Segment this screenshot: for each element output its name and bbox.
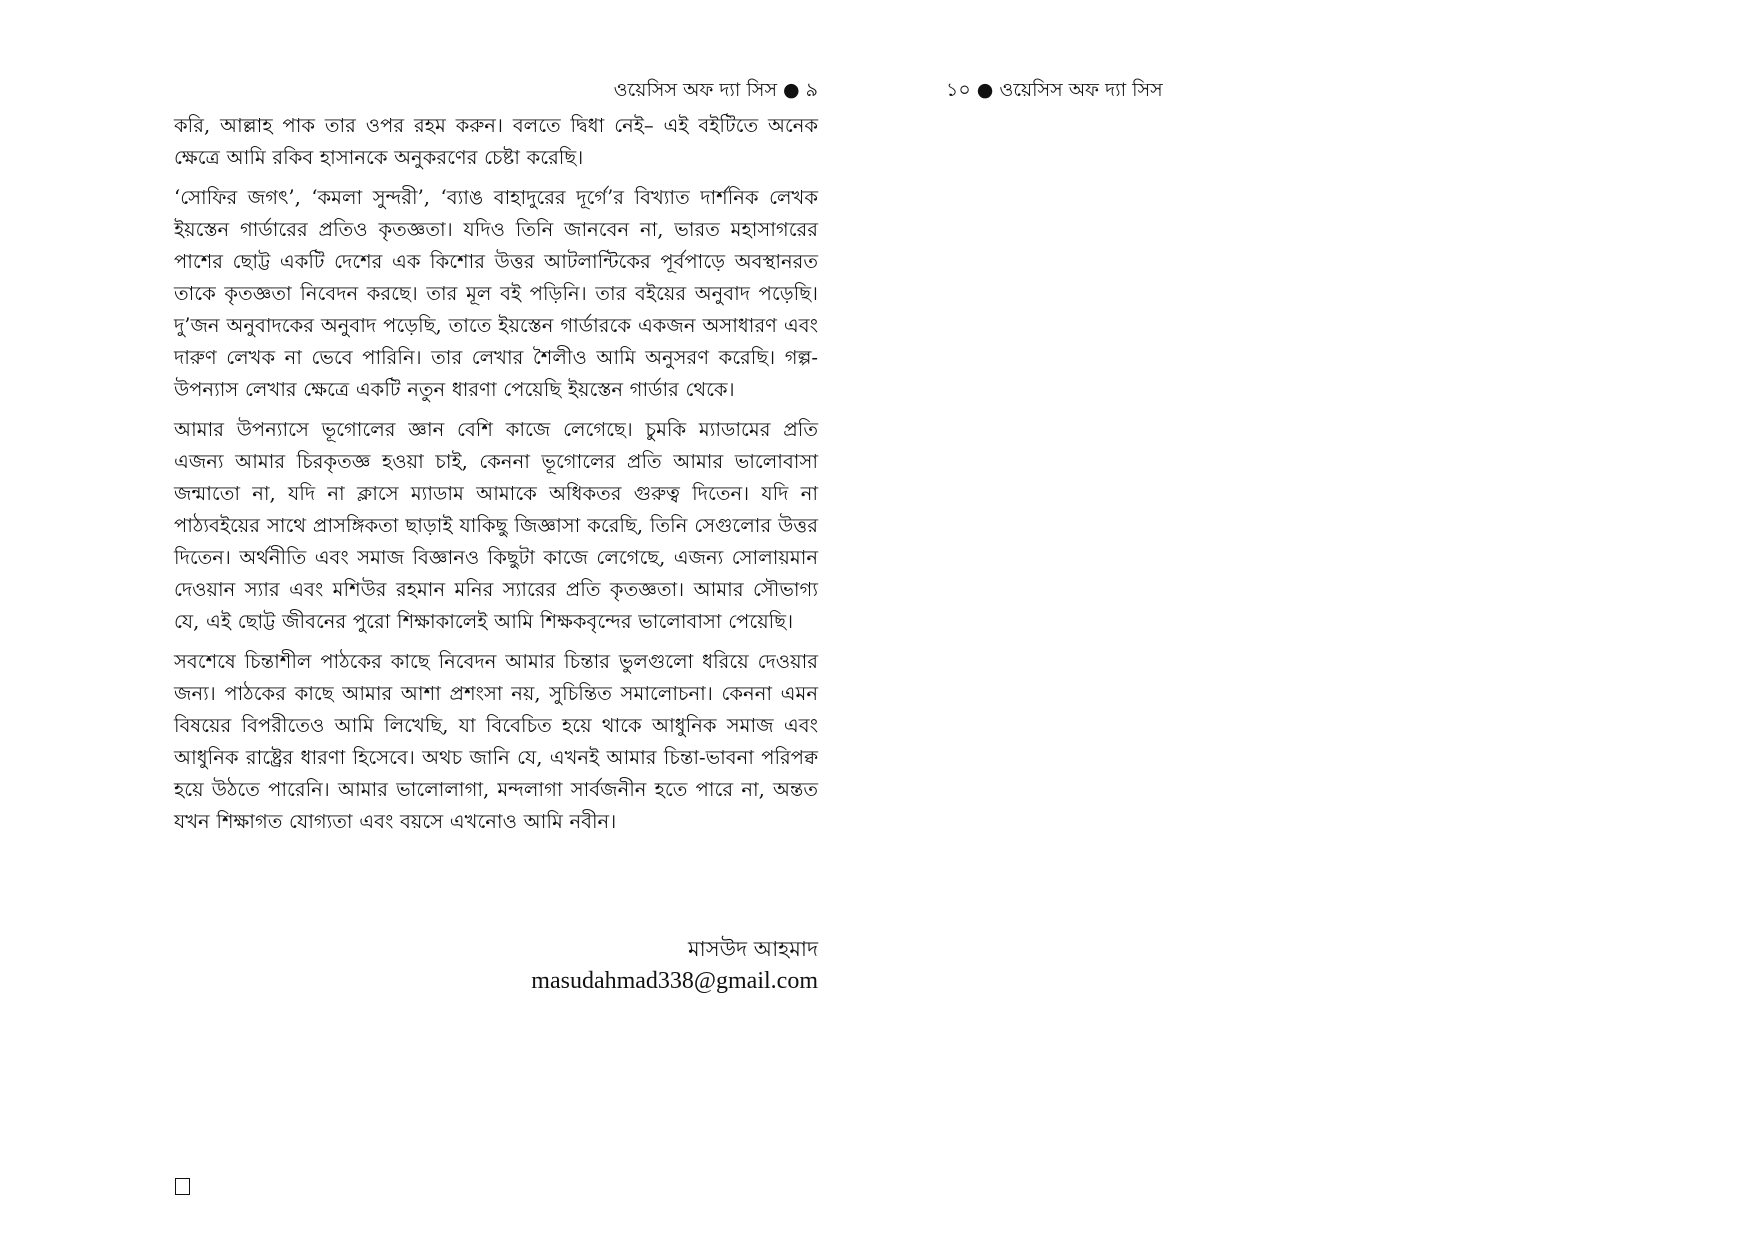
body-text-column: [174, 110, 818, 846]
body-paragraph: সবশেষে চিন্তাশীল পাঠকের কাছে নিবেদন আমার চিন্তার ভুলগুলো ধরিয়ে দেওয়ার জন্য। পাঠকের কাছে আমার আশা প্রশংসা নয়, সুচিন্তিত সমালোচনা। কেননা এমন বিষয়ের বিপরীতেও আমি লিখেছি, যা বিবেচিত হয়ে থাকে আধুনিক সমাজ এবং আধুনিক রাষ্ট্রের ধারণা হিসেবে। অথচ জানি যে, এখনই আমার চিন্তা-ভাবনা পরিপক্ব হয়ে উঠতে পারেনি। আমার ভালোলাগা, মন্দলাগা সার্বজনীন হতে পারে না, অন্তত যখন শিক্ষাগত যোগ্যতা এবং বয়সে এখনোও আমি নবীন।: [174, 650, 818, 833]
body-paragraph: ‘সোফির জগৎ’, ‘কমলা সুন্দরী’, ‘ব্যাঙ বাহাদুরের দূর্গে’র বিখ্যাত দার্শনিক লেখক ইয়স্তেন গার্ডারের প্রতিও কৃতজ্ঞতা। যদিও তিনি জানবেন না, ভারত মহাসাগরের পাশের ছোট্ট একটি দেশের এক কিশোর উত্তর আটলান্টিকের পূর্বপাড়ে অবস্থানরত তাকে কৃতজ্ঞতা নিবেদন করছে। তার মূল বই পড়িনি। তার বইয়ের অনুবাদ পড়েছি। দু’জন অনুবাদকের অনুবাদ পড়েছি, তাতে ইয়স্তেন গার্ডারকে একজন অসাধারণ এবং দারুণ লেখক না ভেবে পারিনি। তার লেখার শৈলীও আমি অনুসরণ করেছি। গল্প-উপন্যাস লেখার ক্ষেত্রে একটি নতুন ধারণা পেয়েছি ইয়স্তেন গার্ডার থেকে।: [174, 186, 818, 401]
author-email: masudahmad338@gmail.com: [531, 968, 818, 994]
body-paragraph: আমার উপন্যাসে ভূগোলের জ্ঞান বেশি কাজে লেগেছে। চুমকি ম্যাডামের প্রতি এজন্য আমার চিরকৃতজ্ঞ হওয়া চাই, কেননা ভূগোলের প্রতি আমার ভালোবাসা জন্মাতো না, যদি না ক্লাসে ম্যাডাম আমাকে অধিকতর গুরুত্ব দিতেন। যদি না পাঠ্যবইয়ের সাথে প্রাসঙ্গিকতা ছাড়াই যাকিছু জিজ্ঞাসা করেছি, তিনি সেগুলোর উত্তর দিতেন। অর্থনীতি এবং সমাজ বিজ্ঞানও কিছুটা কাজে লেগেছে, এজন্য সোলায়মান দেওয়ান স্যার এবং মশিউর রহমান মনির স্যারের প্রতি কৃতজ্ঞতা। আমার সৌভাগ্য যে, এই ছোট্ট জীবনের পুরো শিক্ষাকালেই আমি শিক্ষকবৃন্দের ভালোবাসা পেয়েছি।: [174, 418, 818, 633]
empty-square-glyph-icon: [175, 1178, 190, 1195]
right-page-running-header: ১০ ● ওয়েসিস অফ দ্যা সিস: [946, 79, 1163, 101]
author-signature-name: মাসউদ আহমাদ: [688, 937, 818, 961]
left-page-running-header: ওয়েসিস অফ দ্যা সিস ● ৯: [613, 79, 818, 101]
body-paragraph: করি, আল্লাহ পাক তার ওপর রহম করুন। বলতে দ্বিধা নেই– এই বইটিতে অনেক ক্ষেত্রে আমি রকিব হাসানকে অনুকরণের চেষ্টা করেছি।: [174, 114, 818, 169]
